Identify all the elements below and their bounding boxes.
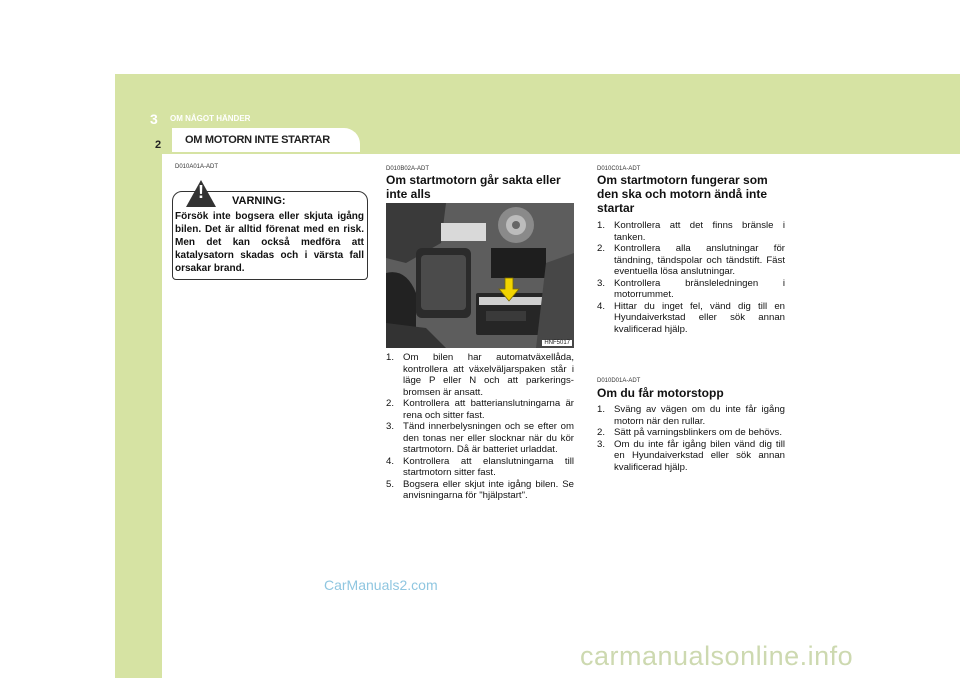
chapter-title: OM NÅGOT HÄNDER [170,114,251,123]
section-tab [172,128,360,152]
watermark-bottom[interactable]: carmanualsonline.info [580,641,854,671]
list-item: 3. Om du inte får igång bilen vänd dig till en Hyundaiverkstad eller sök annan kvalificerad hjälp. [597,438,785,473]
warning-title: VARNING: [232,195,286,207]
watermark-top[interactable]: CarManuals2.com [324,577,438,593]
section-stall-code: D010D01A-ADT [597,378,641,384]
section-stall-list [597,404,785,473]
list-item: 1. Sväng av vägen om du inte får igång motorn när den rullar. [597,404,785,427]
section-works-list [597,220,785,335]
list-item: 2. Sätt på varningsblinkers om de behövs. [597,427,782,438]
engine-bay-photo [386,203,574,348]
list-item: 1. Om bilen har automatväxellåda, kontrollera att växelväljarspaken står i läge P eller N och att parkerings-bromsen är ansatt. [386,352,574,398]
list-item: 2. Kontrollera att batterianslutningarna är rena och sitter fast. [386,398,574,421]
engine-bay-illustration [386,203,574,348]
list-item: 5. Bogsera eller skjut inte igång bilen. Se anvisningarna för "hjälpstart". [386,478,574,501]
section-stall-heading: Om du får motorstopp [597,386,724,400]
page-number: 2 [155,139,162,151]
list-item: 1. Kontrollera att det finns bränsle i tanken. [597,220,785,243]
section-works-heading: Om startmotorn fungerar som den ska och motorn ändå inte startar [597,173,768,215]
list-item: 4. Kontrollera att elanslutningarna till startmotorn sitter fast. [386,455,574,478]
list-item: 2. Kontrollera alla anslutningar för tändning, tändspolar och tändstift. Fäst eventuella lösa anslutningar. [597,243,785,277]
section-title: OM MOTORN INTE STARTAR [185,134,330,146]
section-works-code: D010C01A-ADT [597,166,641,172]
chapter-number: 3 [150,111,158,127]
section-slow-code: D010B02A-ADT [386,166,430,172]
exclamation-icon: ! [198,182,204,202]
list-item: 4. Hittar du inget fel, vänd dig till en Hyundaiverkstad eller sök annan kvalificerad hjälp. [597,300,785,335]
image-label: HNF5017 [544,340,570,346]
warning-body: Försök inte bogsera eller skjuta igång bilen. Det är alltid förenat med en risk. Men det kan också medföra att katalysatorn skadas och i värsta fall orsakar brand. [175,211,364,274]
warning-code: D010A01A-ADT [175,164,219,170]
list-item: 3. Kontrollera bränsleledningen i motorrummet. [597,277,785,300]
section-slow-list [386,352,574,502]
list-item: 3. Tänd innerbelysningen och se efter om den tonas ner eller slocknar när du kör startmotorn. Då är batteriet urladdat. [386,421,574,455]
section-slow-heading: Om startmotorn går sakta eller inte alls [386,173,561,201]
